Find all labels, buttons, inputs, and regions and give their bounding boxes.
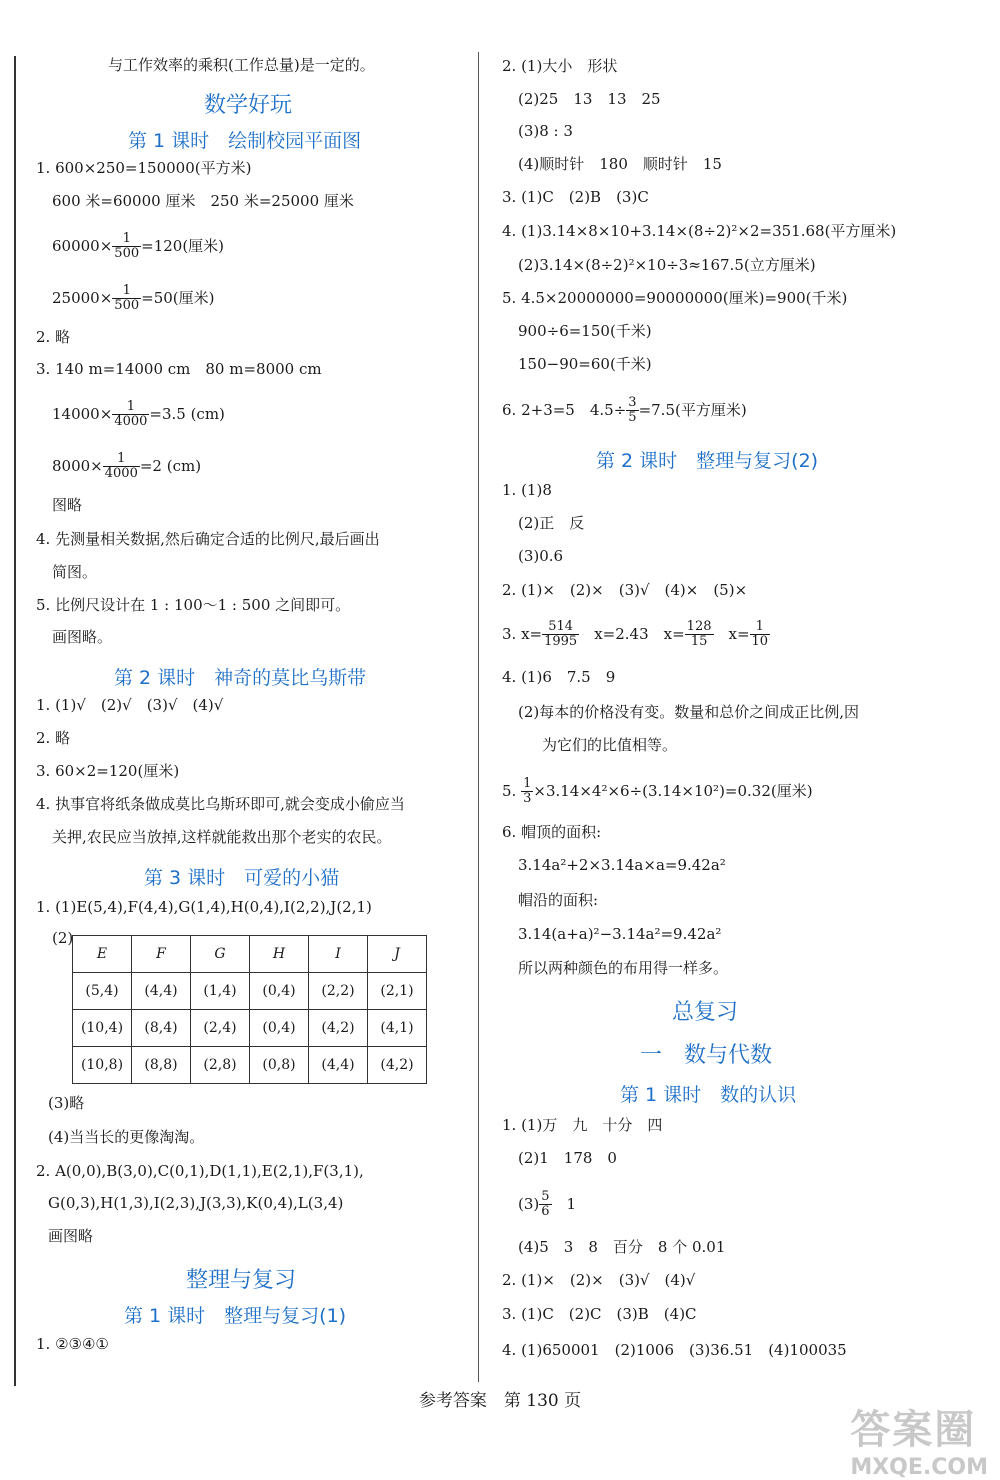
watermark-url: MXQE.COM bbox=[850, 1455, 988, 1480]
answer-line: (3)略 bbox=[48, 1094, 85, 1112]
table-cell: E bbox=[73, 936, 132, 973]
fraction: $\frac{1}{4000}$ bbox=[114, 399, 148, 430]
table-cell: (0,4) bbox=[250, 973, 309, 1010]
answer-line: 6. 帽顶的面积: bbox=[502, 823, 602, 841]
answer-line: 所以两种颜色的布用得一样多。 bbox=[518, 959, 729, 977]
lesson-heading: 第 2 课时 神奇的莫比乌斯带 bbox=[114, 667, 367, 689]
answer-line: 5. 比例尺设计在 1 : 100～1 : 500 之间即可。 bbox=[36, 596, 351, 614]
page-footer: 参考答案 第 130 页 bbox=[418, 1391, 582, 1411]
answer-line: 1. ②③④① bbox=[36, 1335, 109, 1353]
answer-line: (2) bbox=[52, 929, 74, 947]
table-cell: (4,1) bbox=[368, 1010, 427, 1047]
table-cell: (0,8) bbox=[250, 1047, 309, 1084]
section-heading: 整理与复习 bbox=[186, 1268, 297, 1293]
answer-line: 3. (1)C (2)B (3)C bbox=[502, 188, 649, 206]
answer-line: (2)3.14×(8÷2)²×10÷3≈167.5(立方厘米) bbox=[518, 256, 816, 274]
answer-line: 4. (1)6 7.5 9 bbox=[502, 668, 616, 686]
answer-line: 8000× $\frac{1}{4000}$ =2 (cm) bbox=[52, 451, 202, 482]
answer-line: 图略 bbox=[52, 496, 83, 514]
answer-line: (3) $\frac{5}{6}$ 1 bbox=[518, 1189, 577, 1220]
table-row bbox=[73, 973, 427, 1010]
table-cell: (4,2) bbox=[309, 1010, 368, 1047]
fraction: $\frac{1}{500}$ bbox=[114, 231, 140, 262]
table-cell: (2,8) bbox=[191, 1047, 250, 1084]
answer-line: 简图。 bbox=[52, 563, 98, 581]
lesson-heading: 第 3 课时 可爱的小猫 bbox=[144, 867, 340, 889]
table-cell: (8,8) bbox=[132, 1047, 191, 1084]
answer-line: 2. (1)大小 形状 bbox=[502, 57, 618, 75]
answer-line: 关押,农民应当放掉,这样就能救出那个老实的农民。 bbox=[52, 828, 392, 846]
answer-line: 画图略 bbox=[48, 1227, 94, 1245]
answer-line: 画图略。 bbox=[52, 628, 113, 646]
answer-line: G(0,3),H(1,3),I(2,3),J(3,3),K(0,4),L(3,4) bbox=[48, 1194, 344, 1212]
fraction: $\frac{1}{10}$ bbox=[751, 619, 769, 650]
section-heading: 一 数与代数 bbox=[640, 1043, 773, 1068]
watermark-text: 答案圈 bbox=[850, 1407, 977, 1453]
lesson-heading: 第 2 课时 整理与复习(2) bbox=[596, 450, 819, 472]
answer-line: (2)25 13 13 25 bbox=[518, 90, 661, 108]
answer-line: 3. x= $\frac{514}{1995}$ x=2.43 x= $\frac{128}{15}$ x= $\frac{1}{10}$ bbox=[502, 619, 769, 650]
fraction: $\frac{1}{4000}$ bbox=[104, 451, 138, 482]
table-cell: (4,4) bbox=[132, 973, 191, 1010]
answer-line: 5. $\frac{1}{3}$ ×3.14×4²×6÷(3.14×10²)=0.32(厘米) bbox=[502, 776, 813, 807]
answer-line: 2. 略 bbox=[36, 328, 71, 346]
table-row bbox=[73, 936, 427, 973]
table-cell: (10,4) bbox=[73, 1010, 132, 1047]
table-cell: (0,4) bbox=[250, 1010, 309, 1047]
answer-line: 900÷6=150(千米) bbox=[518, 322, 652, 340]
fraction: $\frac{5}{6}$ bbox=[541, 1189, 550, 1220]
column-divider bbox=[478, 52, 479, 1382]
answer-line: (2)每本的价格没有变。数量和总价之间成正比例,因 bbox=[518, 703, 860, 721]
answer-line: 1. (1)万 九 十分 四 bbox=[502, 1116, 663, 1134]
answer-line: 帽沿的面积: bbox=[518, 891, 599, 909]
answer-line: (2)1 178 0 bbox=[518, 1149, 617, 1167]
table-cell: (8,4) bbox=[132, 1010, 191, 1047]
answer-line: (3)8 : 3 bbox=[518, 122, 573, 140]
lesson-heading: 第 1 课时 绘制校园平面图 bbox=[128, 130, 362, 152]
answer-line: 1. 600×250=150000(平方米) bbox=[36, 159, 252, 177]
table-cell: (2,2) bbox=[309, 973, 368, 1010]
table-cell: H bbox=[250, 936, 309, 973]
watermark-logo bbox=[850, 1398, 988, 1480]
coordinate-table bbox=[72, 935, 427, 1084]
section-heading: 总复习 bbox=[672, 1000, 739, 1025]
table-cell: G bbox=[191, 936, 250, 973]
answer-line: 4. 先测量相关数据,然后确定合适的比例尺,最后画出 bbox=[36, 530, 380, 548]
answer-line: 4. 执事官将纸条做成莫比乌斯环即可,就会变成小偷应当 bbox=[36, 795, 405, 813]
answer-line: (2)正 反 bbox=[518, 514, 585, 532]
answer-line: 3. (1)C (2)C (3)B (4)C bbox=[502, 1305, 697, 1323]
answer-line: 2. 略 bbox=[36, 729, 71, 747]
fraction: $\frac{514}{1995}$ bbox=[544, 619, 578, 650]
answer-line: 3. 60×2=120(厘米) bbox=[36, 762, 180, 780]
table-row bbox=[73, 1010, 427, 1047]
answer-line: 2. (1)× (2)× (3)√ (4)× (5)× bbox=[502, 581, 748, 599]
answer-line: 5. 4.5×20000000=90000000(厘米)=900(千米) bbox=[502, 289, 848, 307]
answer-line: 2. (1)× (2)× (3)√ (4)√ bbox=[502, 1271, 696, 1289]
table-cell: (4,4) bbox=[309, 1047, 368, 1084]
answer-line: 3. 140 m=14000 cm 80 m=8000 cm bbox=[36, 360, 322, 378]
table-row bbox=[73, 1047, 427, 1084]
fraction: $\frac{3}{5}$ bbox=[628, 395, 637, 426]
fraction: $\frac{1}{3}$ bbox=[523, 776, 532, 807]
answer-line: 2. A(0,0),B(3,0),C(0,1),D(1,1),E(2,1),F(3,1), bbox=[36, 1162, 364, 1180]
answer-line: 4. (1)650001 (2)1006 (3)36.51 (4)100035 bbox=[502, 1341, 847, 1359]
answer-line: 为它们的比值相等。 bbox=[542, 736, 678, 754]
left-margin-rule bbox=[14, 56, 16, 1386]
answer-line: (4)5 3 8 百分 8 个 0.01 bbox=[518, 1238, 726, 1256]
fraction: $\frac{128}{15}$ bbox=[686, 619, 712, 650]
answer-line: 1. (1)√ (2)√ (3)√ (4)√ bbox=[36, 696, 224, 714]
table-cell: (1,4) bbox=[191, 973, 250, 1010]
answer-line: 150−90=60(千米) bbox=[518, 355, 652, 373]
table-cell: (2,4) bbox=[191, 1010, 250, 1047]
table-cell: (10,8) bbox=[73, 1047, 132, 1084]
answer-line: 60000× $\frac{1}{500}$ =120(厘米) bbox=[52, 231, 225, 262]
text-line: 与工作效率的乘积(工作总量)是一定的。 bbox=[108, 56, 375, 74]
answer-line: 6. 2+3=5 4.5÷ $\frac{3}{5}$ =7.5(平方厘米) bbox=[502, 395, 747, 426]
answer-line: 25000× $\frac{1}{500}$ =50(厘米) bbox=[52, 283, 215, 314]
table-cell: (4,2) bbox=[368, 1047, 427, 1084]
fraction: $\frac{1}{500}$ bbox=[114, 283, 140, 314]
answer-line: 4. (1)3.14×8×10+3.14×(8÷2)²×2=351.68(平方厘米) bbox=[502, 222, 897, 240]
table-cell: (2,1) bbox=[368, 973, 427, 1010]
lesson-heading: 第 1 课时 数的认识 bbox=[620, 1084, 797, 1106]
answer-line: 3.14(a+a)²−3.14a²=9.42a² bbox=[518, 925, 722, 943]
answer-line: 14000× $\frac{1}{4000}$ =3.5 (cm) bbox=[52, 399, 225, 430]
table-cell: I bbox=[309, 936, 368, 973]
answer-line: 3.14a²+2×3.14a×a=9.42a² bbox=[518, 856, 726, 874]
answer-line: (4)当当长的更像淘淘。 bbox=[48, 1128, 205, 1146]
lesson-heading: 第 1 课时 整理与复习(1) bbox=[124, 1305, 347, 1327]
answer-line: 600 米=60000 厘米 250 米=25000 厘米 bbox=[52, 192, 354, 210]
table-cell: F bbox=[132, 936, 191, 973]
answer-line: (3)0.6 bbox=[518, 547, 564, 565]
answer-line: 1. (1)8 bbox=[502, 481, 552, 499]
answer-line: (4)顺时针 180 顺时针 15 bbox=[518, 155, 722, 173]
section-heading: 数学好玩 bbox=[204, 93, 293, 118]
answer-line: 1. (1)E(5,4),F(4,4),G(1,4),H(0,4),I(2,2),J(2,1) bbox=[36, 898, 372, 916]
table-cell: J bbox=[368, 936, 427, 973]
table-cell: (5,4) bbox=[73, 973, 132, 1010]
